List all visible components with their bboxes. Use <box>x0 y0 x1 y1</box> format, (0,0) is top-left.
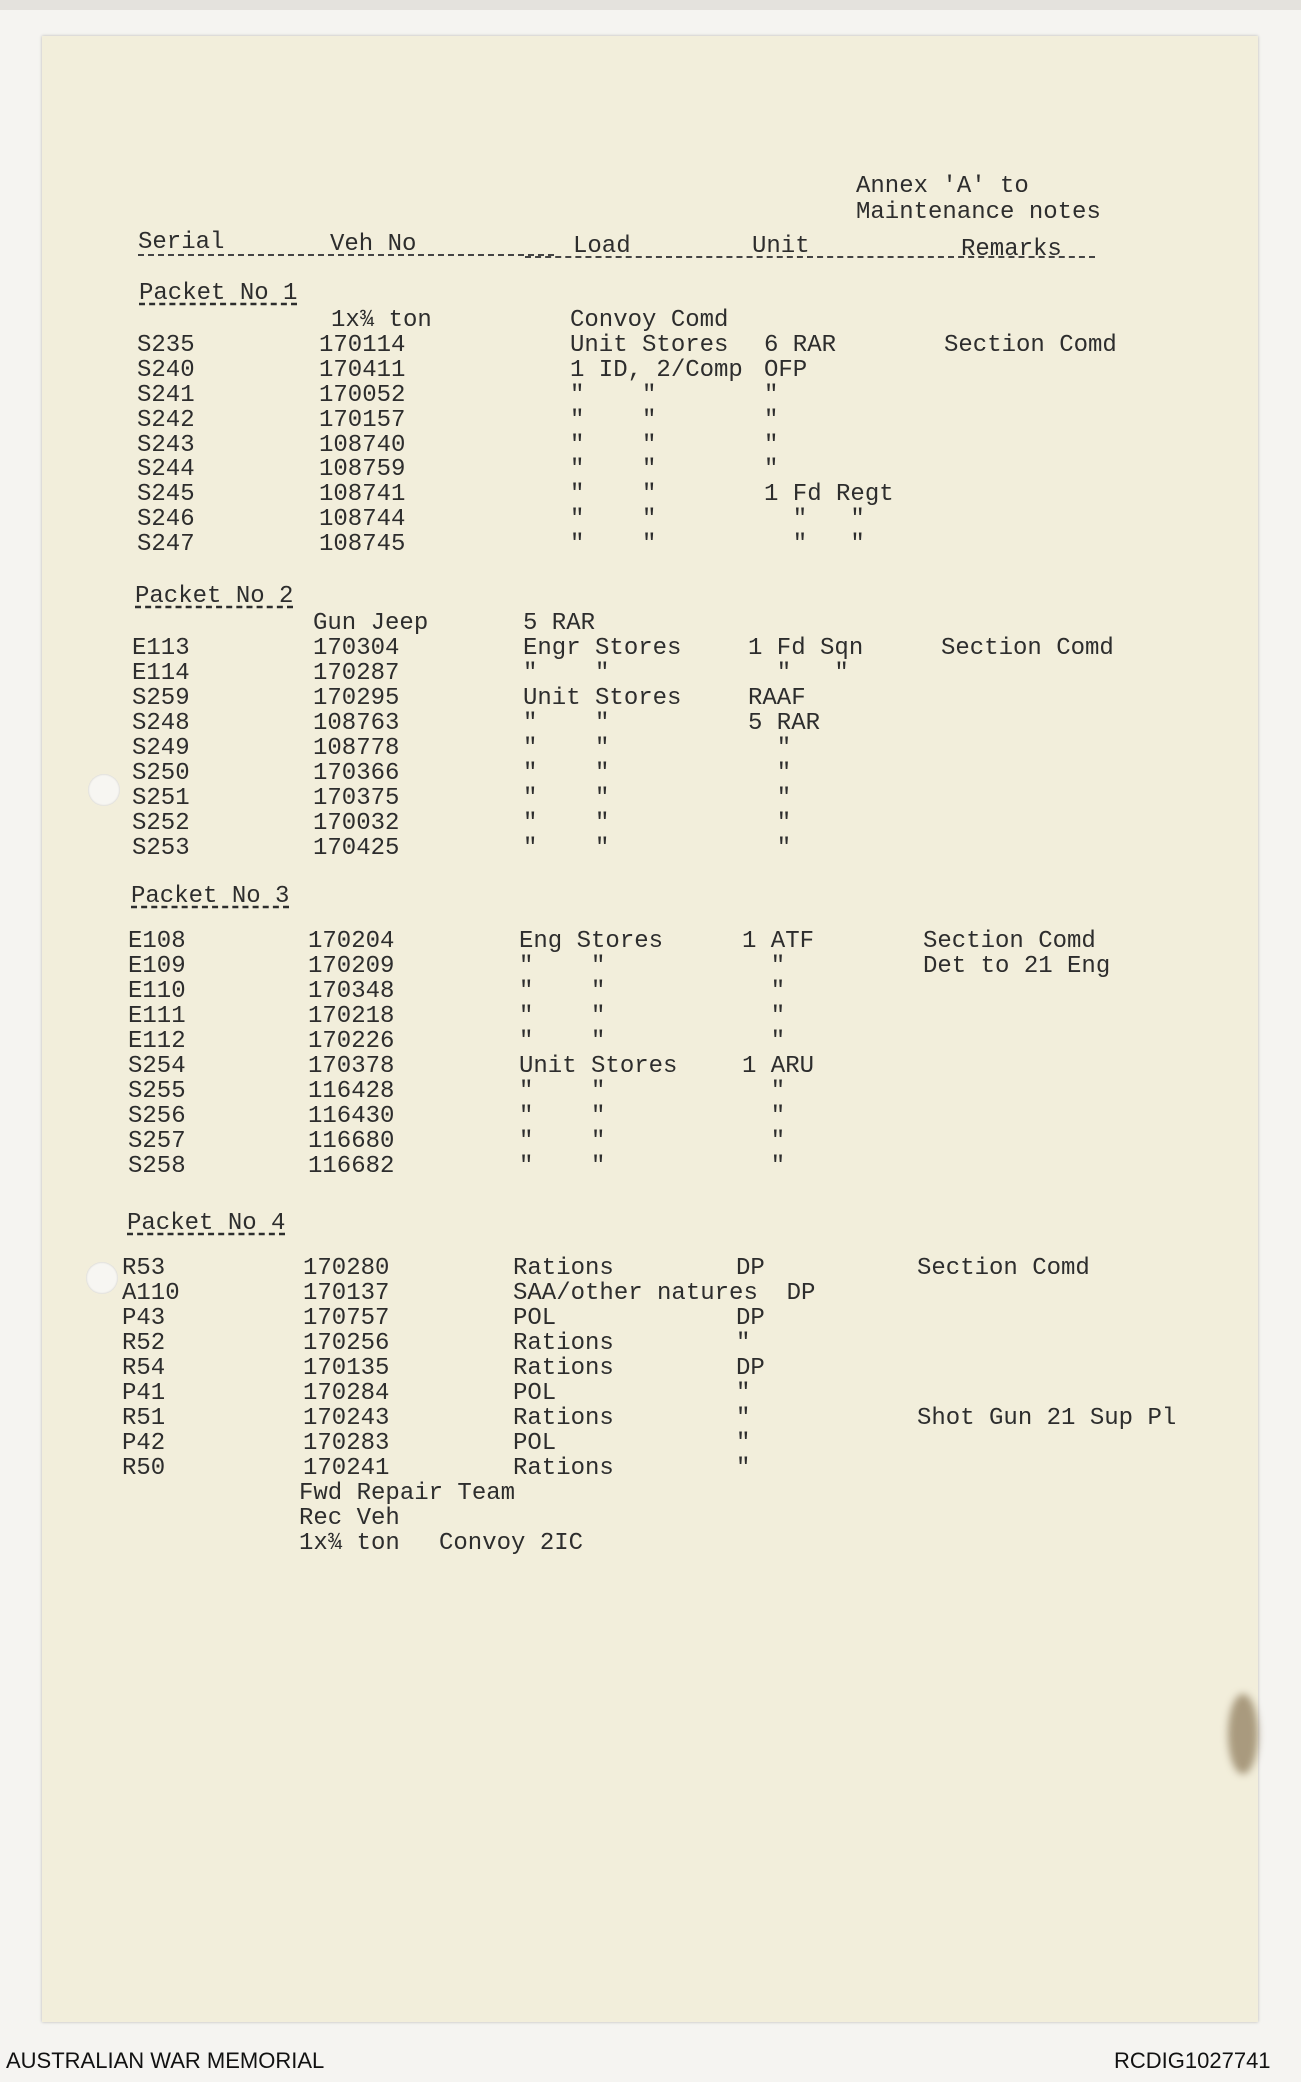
cell-unit: DP <box>736 1255 765 1282</box>
cell-load: " " <box>519 1028 606 1055</box>
cell-veh: 116682 <box>308 1153 395 1180</box>
cell-unit: DP <box>736 1305 765 1332</box>
header-load: Load <box>573 233 631 260</box>
cell-veh: 170425 <box>313 835 400 862</box>
cell-veh: 116428 <box>308 1078 395 1105</box>
cell-load: Eng Stores <box>519 928 664 955</box>
cell-unit: " <box>764 456 779 484</box>
cell-serial: S254 <box>128 1053 186 1080</box>
cell-load: 1 ID, 2/Comp <box>570 356 743 384</box>
cell-serial: P41 <box>122 1380 166 1407</box>
cell-unit: RAAF <box>748 685 806 712</box>
cell-unit: " <box>736 1430 751 1457</box>
cell-veh: 108759 <box>319 456 406 484</box>
cell-veh: 170375 <box>313 785 400 812</box>
annex-line-1: Annex 'A' to <box>856 173 1029 200</box>
cell-serial: S252 <box>132 810 190 837</box>
cell-load: " " <box>519 1103 606 1130</box>
cell-unit: 1 ARU <box>742 1053 815 1080</box>
cell-load: Unit Stores <box>523 685 682 712</box>
cell-unit: " " <box>764 506 865 534</box>
cell-unit: " <box>748 810 792 837</box>
cell-serial: P42 <box>122 1430 166 1457</box>
cell-load: Rations <box>513 1405 614 1432</box>
cell-unit: 1 Fd Regt <box>764 481 894 509</box>
cell-veh: 116680 <box>308 1128 395 1155</box>
cell-serial: E110 <box>128 978 186 1005</box>
cell-unit: " <box>764 381 779 409</box>
cell-serial: R50 <box>122 1455 166 1482</box>
paper-stain <box>1228 1694 1258 1774</box>
cell-remarks: Det to 21 Eng <box>923 953 1111 980</box>
cell-serial: S251 <box>132 785 190 812</box>
cell-serial: S257 <box>128 1128 186 1155</box>
cell-veh: 1x¾ ton <box>331 307 432 334</box>
cell-veh: 170052 <box>319 381 406 409</box>
cell-unit: " <box>742 1153 786 1180</box>
cell-serial: R54 <box>122 1355 166 1382</box>
cell-serial: E113 <box>132 635 190 662</box>
cell-veh: 170209 <box>308 953 395 980</box>
cell-unit: " <box>764 406 779 434</box>
cell-veh: 170135 <box>303 1355 390 1382</box>
cell-unit: " <box>748 785 792 812</box>
cell-veh: Rec Veh <box>299 1505 400 1532</box>
header-rule <box>525 256 1095 258</box>
cell-load: Convoy Comd <box>570 307 729 334</box>
cell-load: Engr Stores <box>523 635 682 662</box>
cell-unit: 1 Fd Sqn <box>748 635 864 662</box>
cell-load: " " <box>570 431 657 459</box>
footer-left: AUSTRALIAN WAR MEMORIAL <box>6 2048 325 2073</box>
cell-serial: S244 <box>137 456 195 484</box>
cell-veh: 116430 <box>308 1103 395 1130</box>
cell-load: POL <box>513 1380 557 1407</box>
cell-veh: 108740 <box>319 431 406 459</box>
cell-load: SAA/other natures DP <box>513 1280 816 1307</box>
cell-veh: 170295 <box>313 685 400 712</box>
cell-load: " " <box>523 710 610 737</box>
cell-load: 5 RAR <box>523 610 596 637</box>
cell-remarks: Section Comd <box>944 331 1117 359</box>
cell-load: " " <box>570 381 657 409</box>
cell-serial: S249 <box>132 735 190 762</box>
cell-remarks: Section Comd <box>941 635 1114 662</box>
packet-title: Packet No 3 <box>131 883 290 910</box>
punch-hole <box>88 774 120 806</box>
cell-veh: 170287 <box>313 660 400 687</box>
cell-unit: " <box>742 978 786 1005</box>
cell-serial: R53 <box>122 1255 166 1282</box>
cell-veh: 170243 <box>303 1405 390 1432</box>
cell-serial: E109 <box>128 953 186 980</box>
header-rule <box>138 254 554 256</box>
cell-unit: " <box>736 1405 751 1432</box>
cell-veh: 170241 <box>303 1455 390 1482</box>
cell-load: " " <box>570 506 657 534</box>
cell-veh: 170137 <box>303 1280 390 1307</box>
cell-unit: 1 ATF <box>742 928 815 955</box>
cell-serial: S248 <box>132 710 190 737</box>
cell-serial: S259 <box>132 685 190 712</box>
cell-load: Unit Stores <box>570 331 729 359</box>
cell-veh: 170378 <box>308 1053 395 1080</box>
cell-veh: 170280 <box>303 1255 390 1282</box>
cell-veh: 170304 <box>313 635 400 662</box>
packet-title: Packet No 2 <box>135 583 294 610</box>
cell-unit: " <box>742 1128 786 1155</box>
cell-veh: 108763 <box>313 710 400 737</box>
cell-unit: " <box>748 760 792 787</box>
cell-serial: S246 <box>137 506 195 534</box>
cell-veh: 170204 <box>308 928 395 955</box>
cell-load: Rations <box>513 1455 614 1482</box>
cell-unit: " <box>748 835 792 862</box>
cell-veh: 1x¾ ton <box>299 1530 400 1557</box>
cell-veh: 170157 <box>319 406 406 434</box>
cell-serial: S250 <box>132 760 190 787</box>
cell-veh: 170366 <box>313 760 400 787</box>
cell-load: Convoy 2IC <box>439 1530 584 1557</box>
cell-serial: S253 <box>132 835 190 862</box>
cell-load: POL <box>513 1305 557 1332</box>
cell-serial: E111 <box>128 1003 186 1030</box>
cell-veh: 170283 <box>303 1430 390 1457</box>
cell-load: " " <box>570 406 657 434</box>
cell-unit: " " <box>764 531 865 559</box>
cell-remarks: Section Comd <box>923 928 1096 955</box>
cell-unit: " <box>736 1455 751 1482</box>
cell-remarks: Shot Gun 21 Sup Pl <box>917 1405 1177 1432</box>
cell-load: " " <box>523 735 610 762</box>
annex-line-2: Maintenance notes <box>856 199 1101 226</box>
cell-load: " " <box>570 481 657 509</box>
cell-load: Rations <box>513 1355 614 1382</box>
packet-title: Packet No 4 <box>127 1210 286 1237</box>
packet-title: Packet No 1 <box>139 280 298 307</box>
cell-remarks: Section Comd <box>917 1255 1090 1282</box>
cell-serial: P43 <box>122 1305 166 1332</box>
cell-load: " " <box>523 660 610 687</box>
cell-veh: 108741 <box>319 481 406 509</box>
cell-load: " " <box>519 1128 606 1155</box>
cell-veh: 170218 <box>308 1003 395 1030</box>
cell-load: " " <box>570 531 657 559</box>
cell-veh: 170411 <box>319 356 406 384</box>
cell-load: Unit Stores <box>519 1053 678 1080</box>
footer-right: RCDIG1027741 <box>1114 2048 1271 2073</box>
cell-load: " " <box>523 760 610 787</box>
cell-veh: 170114 <box>319 331 406 359</box>
header-veh-no: Veh No <box>330 231 417 258</box>
header-serial: Serial <box>138 229 225 256</box>
cell-veh: 108745 <box>319 531 406 559</box>
cell-unit: " <box>742 953 786 980</box>
cell-veh: Fwd Repair Team <box>299 1480 516 1507</box>
cell-serial: S245 <box>137 481 195 509</box>
cell-serial: R52 <box>122 1330 166 1357</box>
cell-load: " " <box>519 1153 606 1180</box>
cell-veh: 170757 <box>303 1305 390 1332</box>
cell-unit: " <box>748 735 792 762</box>
cell-load: " " <box>519 953 606 980</box>
cell-serial: E108 <box>128 928 186 955</box>
cell-veh: 170256 <box>303 1330 390 1357</box>
cell-unit: " <box>764 431 779 459</box>
cell-veh: 108778 <box>313 735 400 762</box>
cell-serial: R51 <box>122 1405 166 1432</box>
cell-load: " " <box>523 810 610 837</box>
cell-serial: S235 <box>137 331 195 359</box>
cell-serial: E112 <box>128 1028 186 1055</box>
cell-serial: E114 <box>132 660 190 687</box>
cell-veh: 170348 <box>308 978 395 1005</box>
cell-unit: " <box>742 1003 786 1030</box>
cell-load: Rations <box>513 1330 614 1357</box>
cell-load: " " <box>519 978 606 1005</box>
cell-serial: S240 <box>137 356 195 384</box>
cell-unit: 5 RAR <box>748 710 821 737</box>
cell-serial: S247 <box>137 531 195 559</box>
cell-serial: S256 <box>128 1103 186 1130</box>
cell-unit: DP <box>736 1355 765 1382</box>
cell-veh: 108744 <box>319 506 406 534</box>
cell-unit: " " <box>748 660 849 687</box>
cell-veh: Gun Jeep <box>313 610 429 637</box>
cell-veh: 170032 <box>313 810 400 837</box>
cell-load: " " <box>519 1078 606 1105</box>
cell-unit: " <box>742 1103 786 1130</box>
document-page <box>42 36 1258 2022</box>
cell-unit: OFP <box>764 356 808 384</box>
scan-top-band <box>0 0 1301 10</box>
header-remarks: Remarks <box>961 236 1062 263</box>
cell-veh: 170284 <box>303 1380 390 1407</box>
cell-serial: S255 <box>128 1078 186 1105</box>
cell-load: " " <box>523 835 610 862</box>
cell-veh: 170226 <box>308 1028 395 1055</box>
cell-load: POL <box>513 1430 557 1457</box>
cell-unit: 6 RAR <box>764 331 837 359</box>
cell-serial: S258 <box>128 1153 186 1180</box>
cell-load: " " <box>519 1003 606 1030</box>
header-unit: Unit <box>752 233 810 260</box>
cell-unit: " <box>736 1330 751 1357</box>
cell-serial: S241 <box>137 381 195 409</box>
cell-unit: " <box>736 1380 751 1407</box>
cell-unit: " <box>742 1028 786 1055</box>
punch-hole <box>86 1262 118 1294</box>
cell-serial: S242 <box>137 406 195 434</box>
cell-unit: " <box>742 1078 786 1105</box>
cell-load: " " <box>570 456 657 484</box>
cell-serial: A110 <box>122 1280 180 1307</box>
cell-serial: S243 <box>137 431 195 459</box>
cell-load: Rations <box>513 1255 614 1282</box>
cell-load: " " <box>523 785 610 812</box>
